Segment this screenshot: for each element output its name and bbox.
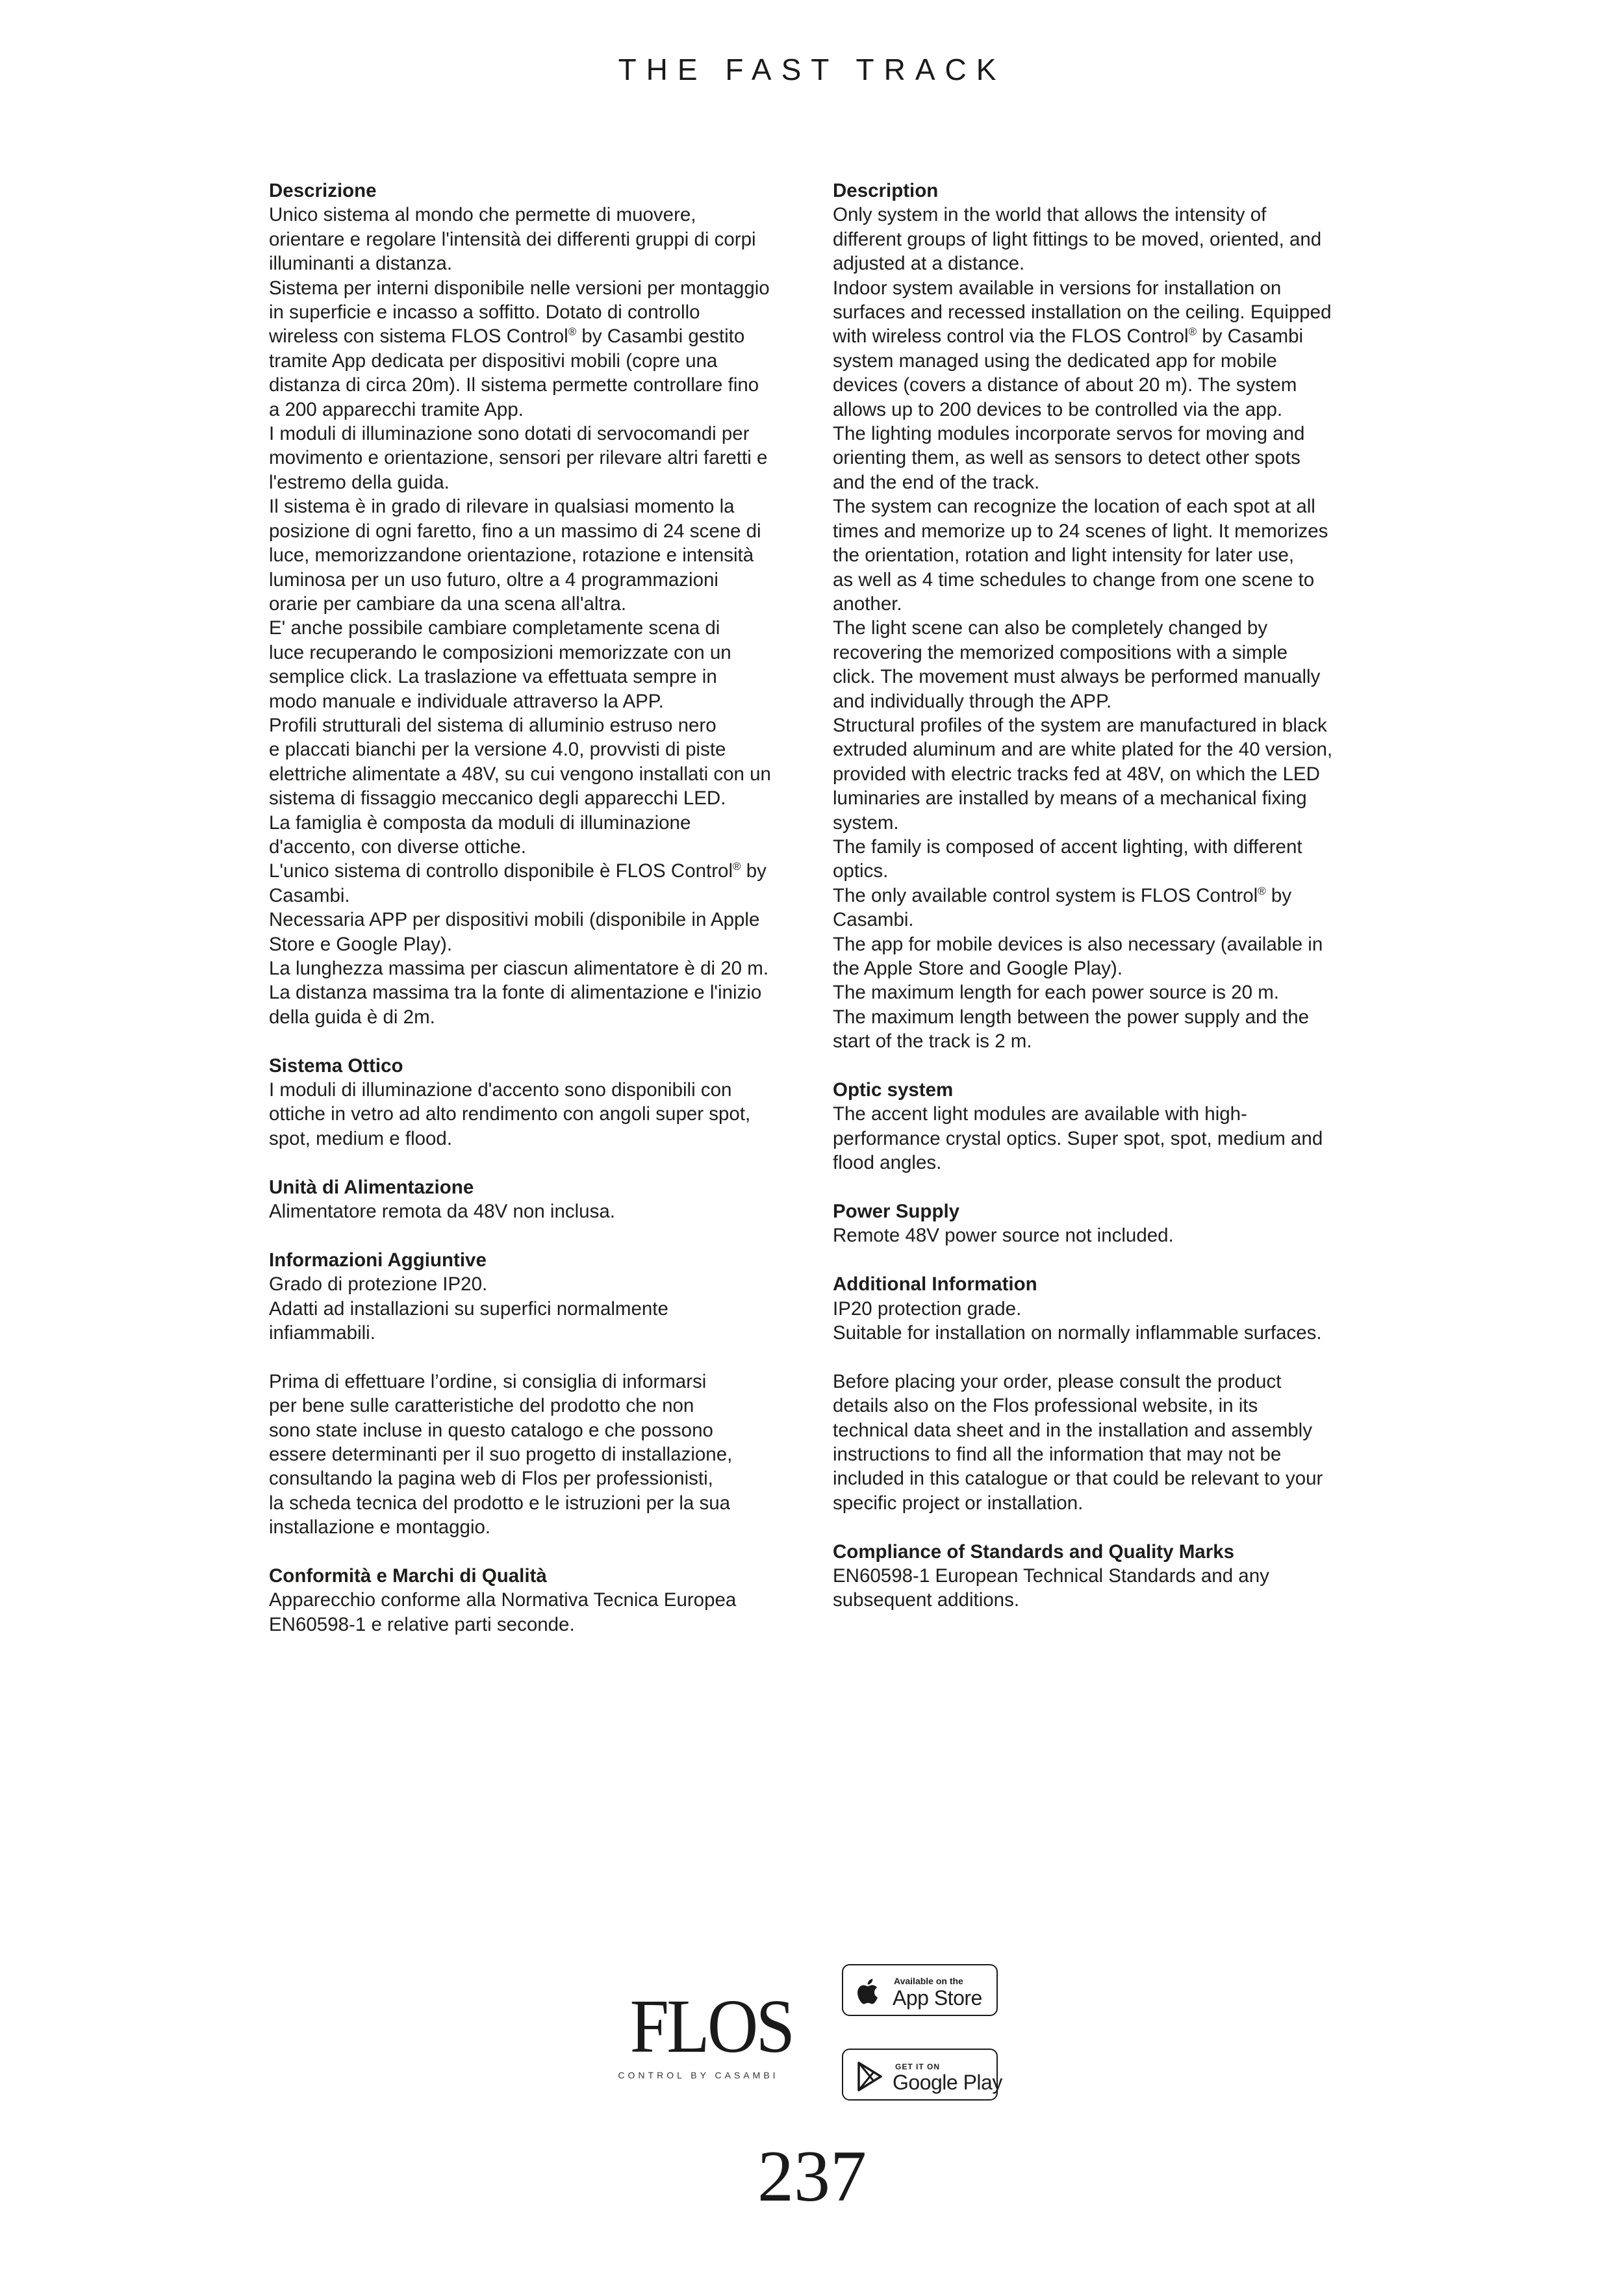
section-power-supply [833,1199,1378,1248]
body-text-line: performance crystal optics. Super spot, spot, medium and [833,1127,1323,1149]
section-heading: Compliance of Standards and Quality Marks [833,1540,1235,1563]
flos-logo-word: FLOS [629,1984,793,2069]
body-text-line: flood angles. [833,1152,942,1174]
body-text-line: and the end of the track. [833,471,1040,493]
body-text-line: as well as 4 time schedules to change from one scene to [833,568,1315,591]
body-text-line: system managed using the dedicated app for mobile [833,350,1277,372]
body-text-line: consultando la pagina web di Flos per professionisti, [269,1468,713,1490]
body-text-line: surfaces and recessed installation on the ceiling. Equipped [833,301,1332,324]
body-text-line: luce recuperando le composizioni memorizzate con un [269,641,731,663]
body-text-line: elettriche alimentate a 48V, su cui vengono installati con un [269,763,771,785]
body-text-line: Structural profiles of the system are manufactured in black [833,714,1327,736]
body-text-line: Store e Google Play). [269,933,453,955]
body-text-line: della guida è di 2m. [269,1006,435,1028]
body-text-line: Apparecchio conforme alla Normativa Tecnica Europea [269,1589,737,1611]
body-text-line: times and memorize up to 24 scenes of light. It memorizes [833,520,1328,542]
body-text-line: The system can recognize the location of each spot at all [833,496,1315,518]
body-text-line: orientare e regolare l'intensità dei differenti gruppi di corpi [269,228,756,250]
body-text-line: The only available control system is FLOS Control® by [833,884,1292,906]
body-text-line: Alimentatore remota da 48V non inclusa. [269,1201,615,1223]
body-text-line: with wireless control via the FLOS Control® by Casambi [833,326,1304,348]
body-text-line: The maximum length between the power supply and the [833,1006,1310,1028]
body-text-line: EN60598-1 European Technical Standards and any [833,1565,1269,1587]
body-text-line: the orientation, rotation and light intensity for later use, [833,544,1295,567]
body-text-line: allows up to 200 devices to be controlled via the app. [833,398,1283,420]
body-text-line: Profili strutturali del sistema di alluminio estruso nero [269,714,717,736]
body-text-line: technical data sheet and in the installation and assembly [833,1419,1312,1441]
body-text-line: Indoor system available in versions for installation on [833,277,1282,299]
body-text-line: illuminanti a distanza. [269,253,453,275]
body-text-line: Casambi. [269,884,350,906]
section-description [833,179,1378,1054]
section-heading: Unità di Alimentazione [269,1176,474,1198]
body-text-line: luminaries are installed by means of a mechanical fixing [833,787,1307,810]
section-order-note [833,1370,1378,1515]
body-text-line: wireless con sistema FLOS Control® by Casambi gestito [269,326,745,348]
body-text-line: Casambi. [833,909,914,931]
body-text-line: start of the track is 2 m. [833,1030,1032,1053]
body-text-line: modo manuale e individuale attraverso la APP. [269,690,664,712]
body-text-line: Grado di protezione IP20. [269,1273,488,1296]
google-play-icon [855,2060,886,2093]
body-text-line: Suitable for installation on normally inflammable surfaces. [833,1322,1322,1344]
section-heading: Informazioni Aggiuntive [269,1249,487,1271]
body-text-line: semplice click. La traslazione va effettuata sempre in [269,666,717,688]
body-text-line: devices (covers a distance of about 20 m). The system [833,374,1297,396]
body-text-line: instructions to find all the information that may not be [833,1444,1282,1466]
body-text-line: Remote 48V power source not included. [833,1225,1174,1247]
body-text-line: Necessaria APP per dispositivi mobili (disponibile in Apple [269,909,760,931]
body-text-line: The family is composed of accent lighting, with different [833,836,1302,858]
body-text-line: Unico sistema al mondo che permette di muovere, [269,204,696,226]
body-text-line: the Apple Store and Google Play). [833,958,1123,979]
body-text-line: I moduli di illuminazione sono dotati di servocomandi per [269,423,750,445]
body-text-line: in superficie e incasso a soffitto. Dotato di controllo [269,301,700,324]
body-text-line: Sistema per interni disponibile nelle versioni per montaggio [269,277,770,299]
body-text-line: Il sistema è in grado di rilevare in qualsiasi momento la [269,496,735,518]
body-text-line: The accent light modules are available with high- [833,1103,1247,1125]
section-conformita [269,1564,815,1637]
apple-icon [855,1976,883,2007]
section-unita-alimentazione [269,1175,815,1224]
app-store-small-text: Available on the [894,1976,963,1986]
body-text-line: IP20 protection grade. [833,1297,1022,1320]
body-text-line: included in this catalogue or that could be relevant to your [833,1468,1323,1490]
section-informazioni-aggiuntive [269,1248,815,1346]
body-text-line: Prima di effettuare l’ordine, si consiglia di informarsi [269,1370,707,1392]
body-text-line: spot, medium e flood. [269,1127,453,1149]
app-store-badge[interactable] [842,1964,998,2016]
body-text-line: click. The movement must always be performed manually [833,666,1321,688]
section-heading: Sistema Ottico [269,1054,403,1077]
body-text-line: posizione di ogni faretto, fino a un massimo di 24 scene di [269,520,761,542]
section-heading: Conformità e Marchi di Qualità [269,1565,547,1587]
section-additional-information [833,1272,1378,1345]
flos-logo-subtitle: CONTROL BY CASAMBI [618,2070,779,2080]
body-text-line: The maximum length for each power source is 20 m. [833,982,1279,1004]
body-text-line: infiammabili. [269,1322,375,1344]
body-text-line: system. [833,811,899,834]
body-text-line: La distanza massima tra la fonte di alimentazione e l'inizio [269,982,762,1004]
body-text-line: recovering the memorized compositions with a simple [833,641,1288,663]
english-column [833,179,1378,1637]
body-text-line: details also on the Flos professional website, in its [833,1395,1258,1417]
body-text-line: orarie per cambiare da una scena all'altra. [269,593,627,615]
body-text-line: The lighting modules incorporate servos for moving and [833,423,1305,445]
body-text-line: d'accento, con diverse ottiche. [269,836,526,858]
body-text-line: La famiglia è composta da moduli di illuminazione [269,811,691,834]
section-sistema-ottico [269,1054,815,1151]
body-text-line: EN60598-1 e relative parti seconde. [269,1613,575,1635]
body-text-line: sono state incluse in questo catalogo e che possono [269,1419,713,1441]
section-heading: Description [833,180,939,201]
body-text-line: different groups of light fittings to be moved, oriented, and [833,228,1322,250]
section-heading: Optic system [833,1079,954,1101]
body-text-line: extruded aluminum and are white plated for the 40 version, [833,739,1333,761]
body-text-line: per bene sulle caratteristiche del prodotto che non [269,1395,694,1417]
section-heading: Descrizione [269,180,377,201]
body-text-line: essere determinanti per il suo progetto di installazione, [269,1444,733,1466]
section-heading: Power Supply [833,1201,960,1223]
body-text-line: tramite App dedicata per dispositivi mobili (copre una [269,350,718,372]
body-text-line: Adatti ad installazioni su superfici normalmente [269,1297,668,1320]
section-compliance [833,1540,1378,1613]
body-text-line: luminosa per un uso futuro, oltre a 4 programmazioni [269,568,718,591]
body-text-line: optics. [833,860,889,882]
body-text-line: provided with electric tracks fed at 48V, on which the LED [833,763,1320,785]
body-text-line: distanza di circa 20m). Il sistema permette controllare fino [269,374,759,396]
body-text-line: specific project or installation. [833,1492,1084,1514]
body-text-line: l'estremo della guida. [269,471,450,493]
body-text-line: ottiche in vetro ad alto rendimento con angoli super spot, [269,1103,751,1125]
body-text-line: e placcati bianchi per la versione 4.0, provvisti di piste [269,739,726,761]
google-play-badge[interactable] [842,2049,1002,2101]
body-text-line: E' anche possibile cambiare completamente scena di [269,617,720,639]
body-text-line: installazione e montaggio. [269,1516,491,1539]
body-text-line: L'unico sistema di controllo disponibile è FLOS Control® by [269,860,767,882]
body-text-line: sistema di fissaggio meccanico degli apparecchi LED. [269,787,726,810]
section-heading: Additional Information [833,1273,1037,1296]
body-text-line: La lunghezza massima per ciascun alimentatore è di 20 m. [269,958,769,979]
body-text-line: The app for mobile devices is also necessary (available in [833,933,1323,955]
google-play-small-text: GET IT ON [895,2062,940,2071]
body-text-line: orienting them, as well as sensors to detect other spots [833,447,1300,469]
section-nota-ordine [269,1370,815,1540]
page-header-title: THE FAST TRACK [618,53,1006,86]
body-text-line: Before placing your order, please consult the product [833,1370,1282,1392]
italian-column [269,179,815,1661]
google-play-big-text: Google Play [893,2071,1002,2094]
body-text-line: I moduli di illuminazione d'accento sono disponibili con [269,1079,732,1101]
body-text-line: la scheda tecnica del prodotto e le istruzioni per la sua [269,1492,731,1514]
body-text-line: The light scene can also be completely changed by [833,617,1268,639]
flos-logo [618,1984,793,2080]
page-number: 237 [757,2136,867,2217]
body-text-line: movimento e orientazione, sensori per rilevare altri faretti e [269,447,768,469]
body-text-line: and individually through the APP. [833,690,1112,712]
body-text-line: adjusted at a distance. [833,253,1025,275]
body-text-line: subsequent additions. [833,1589,1020,1611]
section-descrizione [269,179,815,1029]
section-optic-system [833,1078,1378,1175]
app-store-big-text: App Store [893,1986,982,2010]
body-text-line: Only system in the world that allows the intensity of [833,204,1267,226]
body-text-line: a 200 apparecchi tramite App. [269,398,524,420]
body-text-line: luce, memorizzandone orientazione, rotazione e intensità [269,544,754,567]
body-text-line: another. [833,593,902,615]
